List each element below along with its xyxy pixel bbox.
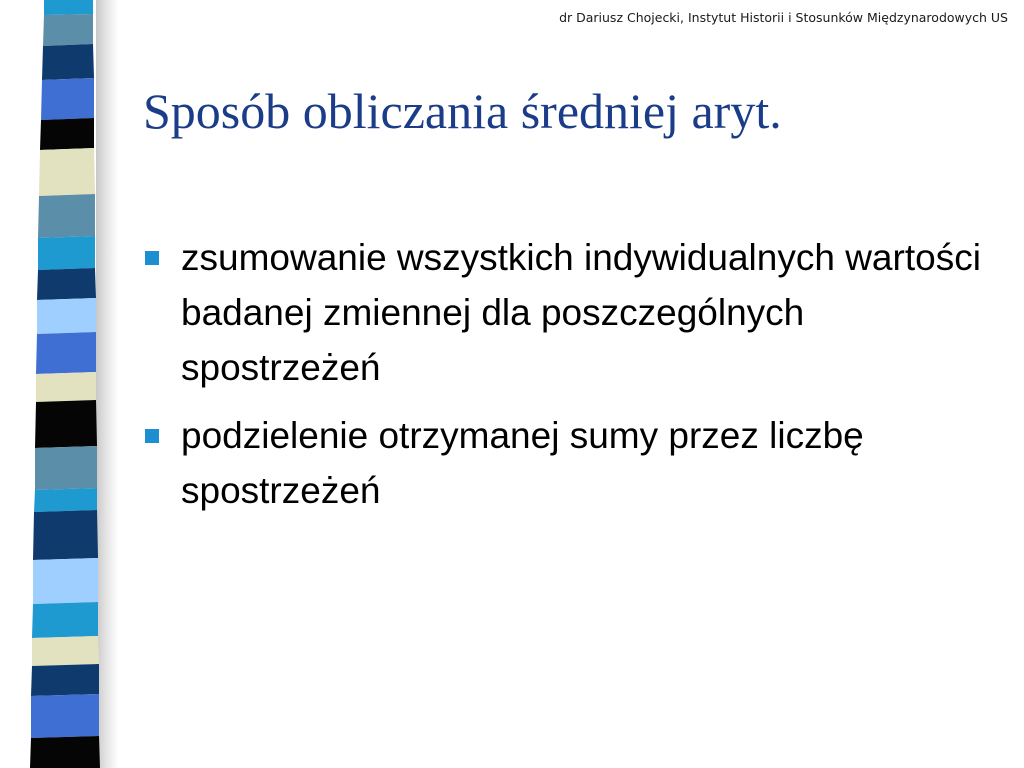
square-bullet-icon (145, 251, 159, 265)
bullet-list (140, 230, 1010, 531)
bullet-text: podzielenie otrzymanej sumy przez liczbę spostrzeżeń (181, 415, 864, 511)
header-credit: dr Dariusz Chojecki, Instytut Historii i Stosunków Międzynarodowych US (559, 10, 1008, 25)
decorative-striped-bar (0, 0, 118, 768)
bullet-item (140, 230, 1010, 395)
slide-title: Sposób obliczania średniej aryt. (143, 83, 782, 139)
bullet-item (140, 408, 1010, 518)
square-bullet-icon (145, 429, 159, 443)
bullet-text: zsumowanie wszystkich indywidualnych wartości badanej zmiennej dla poszczególnych spostrzeżeń (181, 237, 981, 388)
